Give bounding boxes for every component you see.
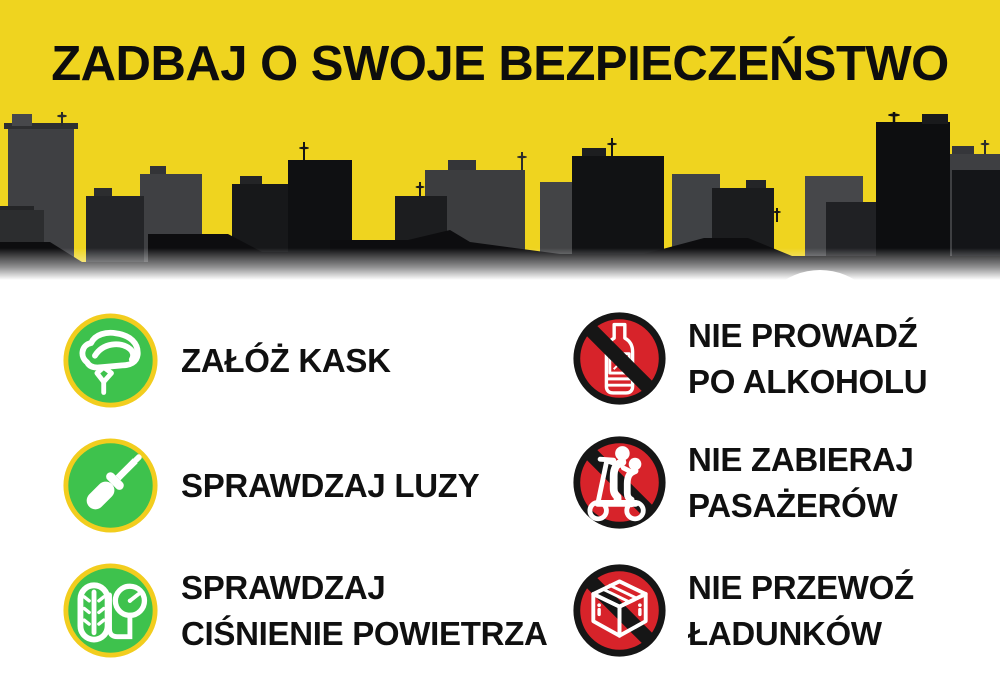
item-label	[688, 437, 914, 529]
item-label-line: PO ALKOHOLU	[688, 362, 928, 400]
item-label	[181, 463, 479, 509]
item-label	[181, 338, 391, 384]
no-alcohol-bottle-icon	[571, 310, 668, 407]
bike-helmet-icon	[62, 312, 159, 409]
item-label-line: ŁADUNKÓW	[688, 614, 882, 652]
safety-row-looseness	[62, 437, 479, 534]
item-label-line: NIE PROWADŹ	[688, 316, 918, 354]
safety-row-no-alcohol	[571, 310, 927, 407]
no-passengers-scooter-icon	[571, 434, 668, 531]
item-label	[688, 565, 914, 657]
safety-row-helmet	[62, 312, 391, 409]
poster-title: ZADBAJ O SWOJE BEZPIECZEŃSTWO	[51, 37, 949, 91]
safety-row-tire-pressure	[62, 562, 548, 659]
item-label-line: NIE ZABIERAJ	[688, 440, 914, 478]
item-label-line: ZAŁÓŻ KASK	[181, 341, 391, 379]
screwdriver-icon	[62, 437, 159, 534]
safety-row-no-cargo	[571, 562, 914, 659]
item-label	[688, 313, 927, 405]
item-label	[181, 565, 548, 657]
item-label-line: PASAŻERÓW	[688, 486, 898, 524]
tire-pressure-gauge-icon	[62, 562, 159, 659]
item-label-line: SPRAWDZAJ LUZY	[181, 466, 480, 504]
item-label-line: SPRAWDZAJ	[181, 568, 386, 606]
header-band	[0, 0, 1000, 280]
city-skyline-silhouette	[0, 112, 1000, 280]
safety-row-no-passengers	[571, 434, 914, 531]
item-label-line: NIE PRZEWOŹ	[688, 568, 914, 606]
no-cargo-box-icon	[571, 562, 668, 659]
item-label-line: CIŚNIENIE POWIETRZA	[181, 614, 548, 652]
